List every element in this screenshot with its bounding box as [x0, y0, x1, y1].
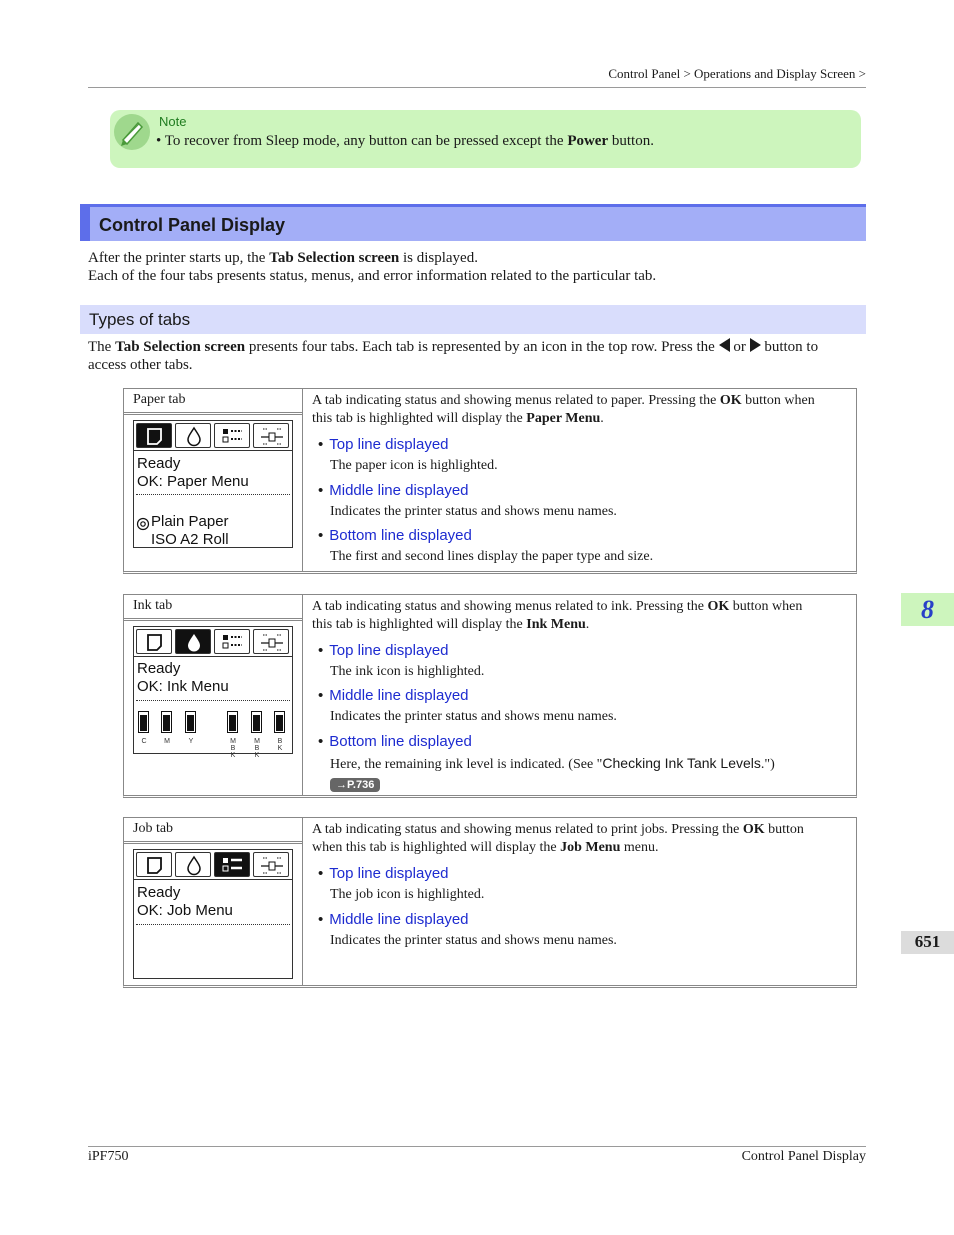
- bullet-head-text: Middle line displayed: [329, 687, 469, 704]
- desc-before: A tab indicating status and showing menus related to print jobs. Pressing the: [312, 822, 743, 837]
- ink-gauge-fill: [187, 715, 194, 731]
- bullet-description: [330, 755, 775, 773]
- ink-gauge-label: B K: [277, 738, 283, 752]
- ink-tab-icon: [175, 629, 211, 654]
- paper-tab-left-cell: [124, 389, 303, 571]
- desc-after: ."): [760, 757, 775, 772]
- para1-after: is displayed.: [399, 250, 478, 266]
- bullet-description: Indicates the printer status and shows menu names.: [330, 933, 617, 948]
- header-divider: [88, 87, 866, 88]
- job-desc-line2: [312, 839, 659, 857]
- desc-bold: Ink Menu: [526, 617, 586, 632]
- ink-gauge-mbk: [227, 711, 238, 733]
- bullet-head-text: Middle line displayed: [329, 911, 469, 928]
- settings-icon: [253, 423, 289, 448]
- bullet-head-text: Middle line displayed: [329, 482, 469, 499]
- job-icon: [214, 423, 250, 448]
- ink-tab-lcd: [133, 626, 293, 759]
- section-paragraph-2: Each of the four tabs presents status, menus, and error information related to the particular tab.: [88, 268, 657, 284]
- bullet-dot: •: [318, 527, 324, 544]
- paper-icon: [136, 629, 172, 654]
- bullet-description: The job icon is highlighted.: [330, 887, 485, 902]
- lcd-line-2: OK: Ink Menu: [137, 678, 229, 695]
- bullet-dot: •: [318, 482, 324, 499]
- ink-gauge-fill: [140, 715, 147, 731]
- job-tab-table: [123, 817, 857, 988]
- settings-icon: [253, 852, 289, 877]
- lcd-line-2: OK: Paper Menu: [137, 473, 249, 490]
- bullet-dot: •: [318, 911, 324, 928]
- lcd-tab-row: [134, 421, 292, 451]
- desc-before: this tab is highlighted will display the: [312, 411, 527, 426]
- lcd-line-1: Ready: [137, 660, 181, 677]
- desc-before: when this tab is highlighted will display the: [312, 840, 561, 855]
- bullet-heading: [318, 527, 472, 544]
- note-text: [156, 133, 654, 150]
- label-divider: [124, 412, 302, 415]
- ink-desc-line1: [312, 598, 802, 616]
- settings-icon: [253, 629, 289, 654]
- bullet-heading: [318, 733, 472, 750]
- bullet-description: The first and second lines display the paper type and size.: [330, 549, 654, 564]
- ink-gauge-c: [138, 711, 149, 733]
- desc-after: button: [764, 822, 804, 837]
- bullet-head-text: Top line displayed: [329, 865, 449, 882]
- pencil-icon: [114, 114, 150, 150]
- note-text-bold: Power: [567, 133, 609, 149]
- intro-or: or: [729, 339, 750, 355]
- ink-tab-table: [123, 594, 857, 798]
- footer-section: Control Panel Display: [741, 1149, 866, 1164]
- desc-after: .: [600, 411, 604, 426]
- desc-before: A tab indicating status and showing menus related to paper. Pressing the: [312, 393, 720, 408]
- bullet-head-text: Top line displayed: [329, 642, 449, 659]
- bullet-heading: [318, 687, 469, 704]
- job-tab-lcd: [133, 849, 293, 979]
- section-title: Control Panel Display: [99, 215, 286, 235]
- subsection-heading: [80, 305, 866, 334]
- bullet-heading: [318, 642, 449, 659]
- ink-gauge-mbk: [251, 711, 262, 733]
- job-icon: [214, 629, 250, 654]
- footer-model: iPF750: [88, 1149, 129, 1164]
- lcd-line-1: Ready: [137, 455, 181, 472]
- bullet-head-text: Bottom line displayed: [329, 733, 472, 750]
- note-text-after: button.: [608, 133, 654, 149]
- bullet-heading: [318, 911, 469, 928]
- section-paragraph-1: [88, 249, 478, 267]
- paper-desc-line1: [312, 392, 815, 410]
- desc-bold: Paper Menu: [526, 411, 601, 426]
- bullet-heading: [318, 482, 469, 499]
- page-reference: [330, 775, 380, 793]
- ink-gauge-label: M: [164, 738, 170, 745]
- ink-levels-link[interactable]: Checking Ink Tank Levels: [602, 755, 761, 771]
- bullet-dot: •: [318, 865, 324, 882]
- desc-before: this tab is highlighted will display the: [312, 617, 527, 632]
- note-bullet: •: [156, 133, 162, 149]
- ink-gauge-fill: [163, 715, 170, 731]
- bullet-head-text: Bottom line displayed: [329, 527, 472, 544]
- desc-after: menu.: [620, 840, 659, 855]
- subsection-intro-line2: access other tabs.: [88, 357, 193, 373]
- job-tab-icon: [214, 852, 250, 877]
- bullet-dot: •: [318, 733, 324, 750]
- paper-tab-icon: [136, 423, 172, 448]
- desc-bold: Job Menu: [560, 840, 621, 855]
- bullet-dot: •: [318, 642, 324, 659]
- ink-gauge-label: Y: [188, 738, 194, 745]
- ink-drop-icon: [175, 852, 211, 877]
- ink-gauge-m: [161, 711, 172, 733]
- ink-drop-icon: [175, 423, 211, 448]
- bullet-head-text: Top line displayed: [329, 436, 449, 453]
- bullet-dot: •: [318, 687, 324, 704]
- breadcrumb[interactable]: Control Panel > Operations and Display Screen >: [608, 66, 866, 81]
- intro-bold: Tab Selection screen: [115, 339, 246, 355]
- intro-end: button to: [760, 339, 819, 355]
- right-arrow-icon: [750, 338, 761, 352]
- page-number: 651: [914, 932, 941, 951]
- ink-gauge-fill: [276, 715, 283, 731]
- lcd-tab-row: [134, 627, 292, 657]
- ink-desc-line2: [312, 616, 589, 634]
- lcd-line-1: Ready: [137, 884, 181, 901]
- bullet-description: The ink icon is highlighted.: [330, 664, 485, 679]
- lcd-divider: [136, 924, 290, 925]
- chapter-tab[interactable]: [901, 593, 954, 626]
- paper-tab-lcd: [133, 420, 293, 548]
- ink-gauge-label: M B K: [230, 738, 236, 759]
- section-heading: [80, 204, 866, 241]
- bullet-description: Indicates the printer status and shows menu names.: [330, 709, 617, 724]
- job-tab-left-cell: [124, 818, 303, 985]
- footer-divider: [88, 1146, 866, 1147]
- ink-gauge-y: [185, 711, 196, 733]
- bullet-heading: [318, 436, 449, 453]
- lcd-line-2: OK: Job Menu: [137, 902, 233, 919]
- subsection-intro: [88, 338, 818, 356]
- para1-before: After the printer starts up, the: [88, 250, 270, 266]
- job-tab-label: Job tab: [133, 821, 174, 836]
- bullet-description: Indicates the printer status and shows menu names.: [330, 504, 617, 519]
- desc-before: Here, the remaining ink level is indicated. (See ": [330, 757, 603, 772]
- chapter-number: 8: [921, 595, 934, 624]
- page-number-tab: [901, 931, 954, 954]
- lcd-divider: [136, 700, 290, 701]
- desc-bold: OK: [742, 822, 765, 837]
- ink-gauge-label: M B K: [254, 738, 260, 759]
- lcd-line-4: ISO A2 Roll: [151, 531, 229, 548]
- paper-icon: [136, 852, 172, 877]
- ink-gauge-label: C: [141, 738, 147, 745]
- ink-tab-label: Ink tab: [133, 598, 173, 613]
- desc-after: button when: [729, 599, 803, 614]
- desc-bold: OK: [707, 599, 730, 614]
- desc-bold: OK: [719, 393, 742, 408]
- note-label: Note: [159, 114, 187, 129]
- lcd-line-3: Plain Paper: [151, 513, 229, 530]
- label-divider: [124, 841, 302, 844]
- ink-gauge-bk: [274, 711, 285, 733]
- intro-mid: presents four tabs. Each tab is represented by an icon in the top row. Press the: [245, 339, 719, 355]
- bullet-description: The paper icon is highlighted.: [330, 458, 498, 473]
- desc-after: button when: [741, 393, 815, 408]
- note-box: [110, 110, 861, 168]
- bullet-dot: •: [318, 436, 324, 453]
- lcd-divider: [136, 494, 290, 495]
- ink-gauge-fill: [229, 715, 236, 731]
- paper-source-roll-icon: [136, 517, 150, 536]
- para1-bold: Tab Selection screen: [269, 250, 400, 266]
- paper-desc-line2: [312, 410, 604, 428]
- subsection-title: Types of tabs: [89, 310, 191, 329]
- paper-tab-label: Paper tab: [133, 392, 186, 407]
- page-link-button[interactable]: →P.736: [330, 778, 380, 792]
- label-divider: [124, 618, 302, 621]
- paper-tab-table: [123, 388, 857, 574]
- intro-the: The: [88, 339, 116, 355]
- ink-gauge-fill: [253, 715, 260, 731]
- lcd-tab-row: [134, 850, 292, 880]
- bullet-heading: [318, 865, 449, 882]
- desc-after: .: [585, 617, 590, 632]
- note-text-before: To recover from Sleep mode, any button can be pressed except the: [164, 133, 568, 149]
- ink-tab-left-cell: [124, 595, 303, 795]
- desc-before: A tab indicating status and showing menus related to ink. Pressing the: [312, 599, 708, 614]
- left-arrow-icon: [719, 338, 730, 352]
- job-desc-line1: [312, 821, 804, 839]
